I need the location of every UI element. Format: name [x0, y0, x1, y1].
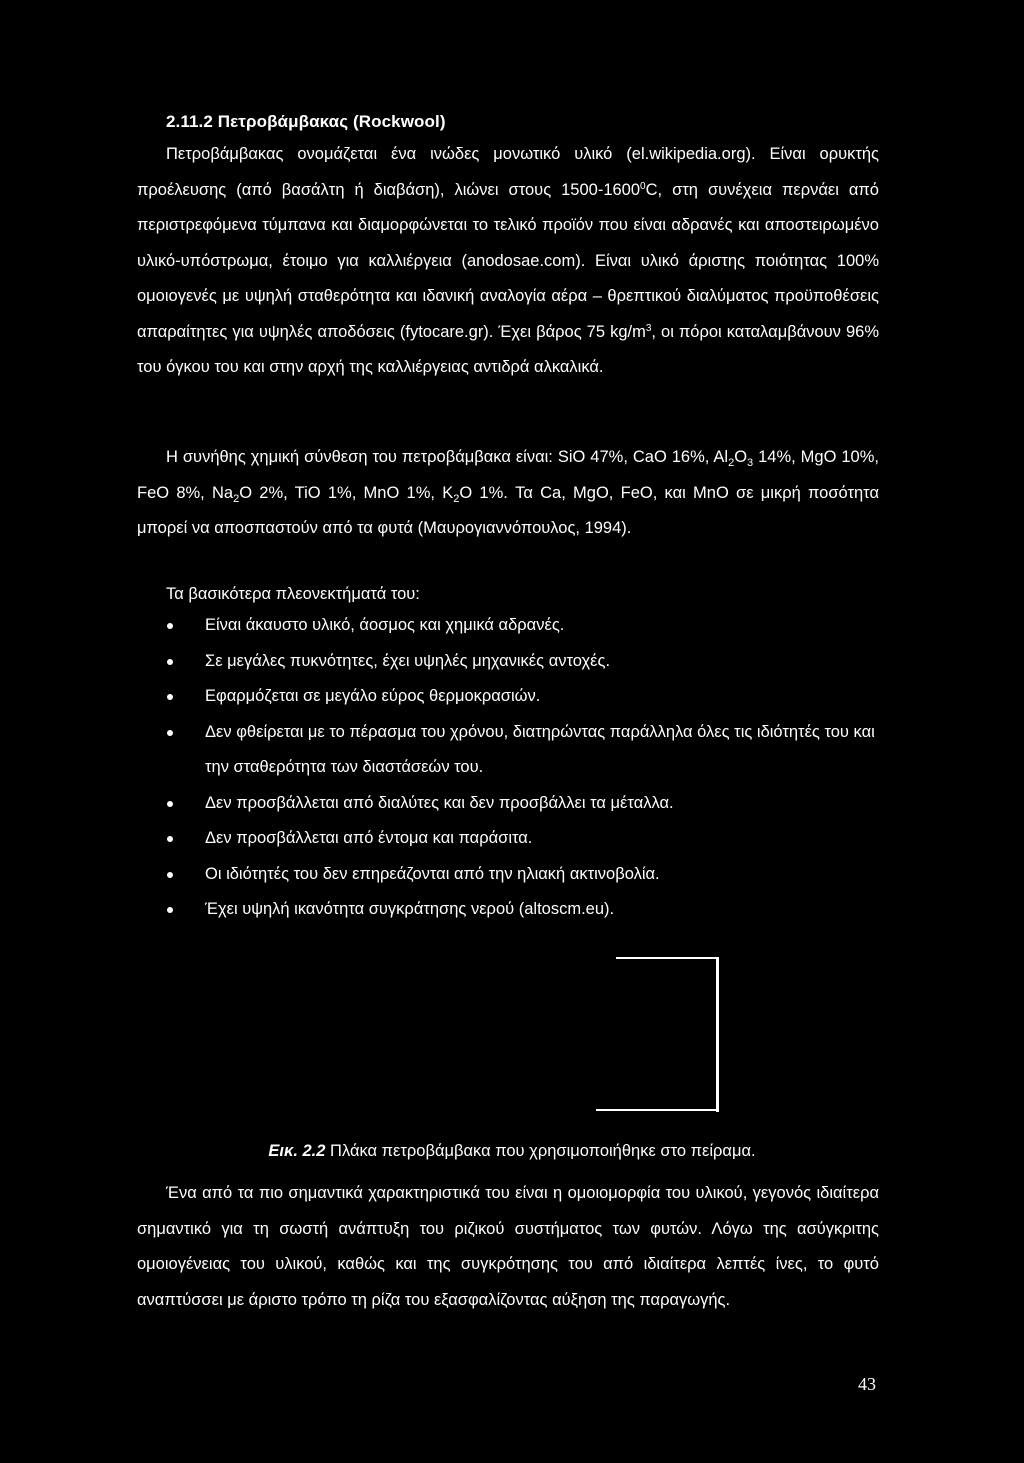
- p2-text-e: O 1%. Τα Ca, MgO, FeO, και MnO σε μικρή ποσότητα μπορεί να αποσπαστούν από τα φυτά (Μαυρογιαννόπουλος, 1994).: [137, 483, 879, 537]
- bullet-icon: [167, 623, 173, 629]
- bullet-icon: [167, 730, 173, 736]
- list-item: [166, 715, 886, 786]
- bullet-icon: [167, 801, 173, 807]
- figure-label: Εικ. 2.2: [268, 1142, 326, 1160]
- chemical-composition-paragraph: [137, 440, 879, 547]
- cubic-superscript: 3: [645, 322, 652, 334]
- bullet-icon: [167, 659, 173, 665]
- list-item-text: Εφαρμόζεται σε μεγάλο εύρος θερμοκρασιών.: [205, 687, 541, 705]
- list-item-text: Οι ιδιότητές του δεν επηρεάζονται από την ηλιακή ακτινοβολία.: [205, 864, 660, 883]
- list-item: [166, 892, 886, 928]
- list-item-text: Σε μεγάλες πυκνότητες, έχει υψηλές μηχανικές αντοχές.: [205, 651, 611, 670]
- uniformity-paragraph: [137, 1176, 879, 1318]
- advantages-intro: Τα βασικότερα πλεονεκτήματά του:: [166, 585, 420, 603]
- list-item: [166, 644, 886, 680]
- figure-bottom-edge: [596, 1109, 719, 1111]
- al-subscript: 2: [728, 457, 735, 469]
- figure-caption-text: Πλάκα πετροβάμβακα που χρησιμοποιήθηκε στο πείραμα.: [325, 1142, 756, 1160]
- list-item: [166, 821, 886, 857]
- bullet-icon: [167, 872, 173, 878]
- rockwool-slab-figure: [596, 957, 719, 1112]
- p1-text-c: , οι πόροι καταλαμβάνουν 96% του όγκου του και στην αρχή της καλλιέργειας αντιδρά αλκαλικά.: [137, 322, 880, 376]
- p3-text: Ένα από τα πιο σημαντικά χαρακτηριστικά του είναι η ομοιομορφία του υλικού, γεγονός ιδιαίτερα σημαντικό για τη σωστή ανάπτυξη του ριζικού συστήματος των φυτών. Λόγω της ασύγκριτης ομοιογένειας του υλικού, καθώς και της συγκρότησης του από ιδιαίτερα λεπτές ίνες, το φυτό αναπτύσσει με άριστο τρόπο τη ρίζα του εξασφαλίζοντας αύξηση της παραγωγής.: [137, 1184, 879, 1309]
- list-item-text: Είναι άκαυστο υλικό, άοσμος και χημικά αδρανές.: [205, 616, 565, 634]
- figure-top-edge: [616, 957, 719, 959]
- figure-right-edge: [716, 957, 719, 1112]
- list-item: [166, 679, 886, 715]
- bullet-icon: [167, 694, 173, 700]
- rockwool-description-paragraph: [137, 137, 879, 386]
- page-number: 43: [858, 1374, 876, 1394]
- list-item-text: Δεν προσβάλλεται από διαλύτες και δεν προσβάλλει τα μέταλλα.: [205, 793, 674, 812]
- bullet-icon: [167, 907, 173, 913]
- k-subscript: 2: [453, 492, 460, 505]
- section-heading: 2.11.2 Πετροβάμβακας (Rockwool): [166, 112, 446, 131]
- figure-caption: [0, 1142, 1024, 1161]
- advantages-list: [166, 608, 886, 928]
- na-subscript: 2: [233, 492, 240, 505]
- list-item: [166, 786, 886, 822]
- p2-text-a: Η συνήθης χημική σύνθεση του πετροβάμβακα είναι: SiO 47%, CaO 16%, Al: [166, 448, 729, 466]
- list-item: [166, 857, 886, 893]
- p2-text-c: 14%, MgO 10%, FeO 8%, Na: [137, 448, 879, 502]
- p1-text-a: Πετροβάμβακας ονομάζεται ένα ινώδες μονωτικό υλικό (el.wikipedia.org). Είναι ορυκτής προέλευσης (από βασάλτη ή διαβάση), λιώνει στους 1500-1600: [137, 145, 879, 199]
- list-item-text: Έχει υψηλή ικανότητα συγκράτησης νερού (altoscm.eu).: [205, 900, 615, 918]
- p2-text-b: O: [734, 448, 748, 466]
- degree-superscript: 0: [640, 180, 646, 192]
- list-item: [166, 608, 886, 644]
- p1-text-b: C, στη συνέχεια περνάει από περιστρεφόμενα τύμπανα και διαμορφώνεται το τελικό προϊόν που είναι αδρανές και αποστειρωμένο υλικό-υπόστρωμα, έτοιμο για καλλιέργεια (anodosae.com). Είναι υλικό άριστης ποιότητας 100% ομοιογενές με υψηλή σταθερότητα και ιδανική αναλογία αέρα – θρεπτικού διαλύματος προϋποθέσεις απαραίτητες για υψηλές αποδόσεις (fytocare.gr). Έχει βάρος 75 kg/m: [137, 180, 879, 341]
- list-item-text: Δεν φθείρεται με το πέρασμα του χρόνου, διατηρώντας παράλληλα όλες τις ιδιότητές του και την σταθερότητα των διαστάσεών του.: [205, 722, 875, 776]
- o3-subscript: 3: [747, 457, 754, 469]
- list-item-text: Δεν προσβάλλεται από έντομα και παράσιτα.: [205, 829, 533, 847]
- bullet-icon: [167, 836, 173, 842]
- p2-text-d: O 2%, TiO 1%, MnO 1%, K: [239, 483, 454, 502]
